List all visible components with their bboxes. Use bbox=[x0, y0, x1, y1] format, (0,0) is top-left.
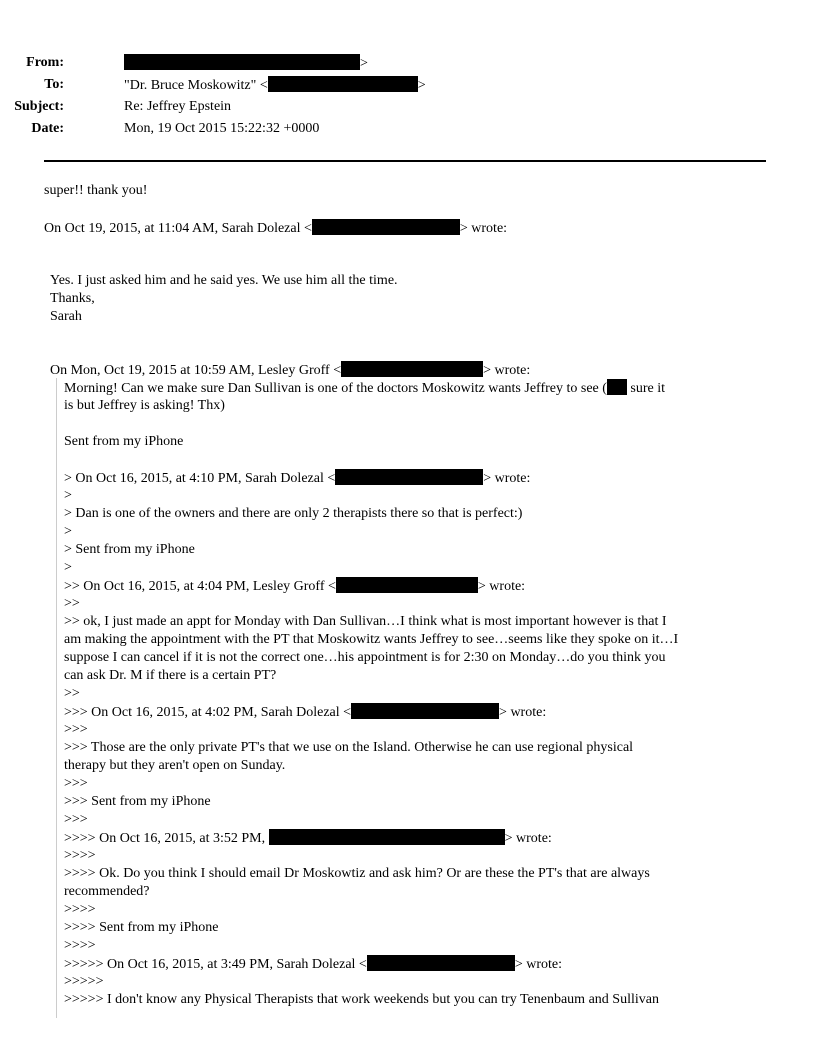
redaction-box bbox=[336, 577, 478, 593]
redaction-box bbox=[607, 379, 627, 395]
quote-line: >>>> Ok. Do you think I should email Dr Moskowtiz and ask him? Or are these the PT's that are always bbox=[64, 866, 650, 881]
redaction-box bbox=[124, 54, 360, 70]
quote-line: > bbox=[64, 488, 72, 503]
quote-line: can ask Dr. M if there is a certain PT? bbox=[64, 668, 277, 683]
quote-line: > bbox=[64, 524, 72, 539]
quote-line: >>>> bbox=[64, 848, 96, 863]
quote-line: >>> bbox=[64, 722, 88, 737]
quote-attribution: >>> On Oct 16, 2015, at 4:02 PM, Sarah Dolezal < > wrote: bbox=[64, 705, 547, 720]
redaction-box bbox=[335, 469, 483, 485]
quote-bar bbox=[56, 378, 57, 1018]
redaction-box bbox=[269, 829, 505, 845]
quote-line: >>> Those are the only private PT's that we use on the Island. Otherwise he can use regional physical bbox=[64, 740, 634, 755]
quote-line: >>>>> bbox=[64, 974, 104, 989]
subject-value: Re: Jeffrey Epstein bbox=[124, 99, 232, 114]
quote-line: >>>>> I don't know any Physical Therapists that work weekends but you can try Tenenbaum and Sullivan bbox=[64, 992, 659, 1007]
redaction-box bbox=[312, 219, 460, 235]
quote-attribution: >> On Oct 16, 2015, at 4:04 PM, Lesley Groff < > wrote: bbox=[64, 579, 526, 594]
quote-line: >>>> bbox=[64, 902, 96, 917]
to-row: To: "Dr. Bruce Moskowitz" < > bbox=[44, 77, 426, 93]
sarah-line-1: Yes. I just asked him and he said yes. We use him all the time. bbox=[50, 273, 398, 288]
quote-line: > bbox=[64, 560, 72, 575]
header-divider bbox=[44, 160, 766, 162]
quote-line: >> bbox=[64, 686, 80, 701]
sarah-attribution: On Oct 19, 2015, at 11:04 AM, Sarah Dolezal < > wrote: bbox=[44, 221, 508, 236]
lesley-attribution: On Mon, Oct 19, 2015 at 10:59 AM, Lesley Groff < > wrote: bbox=[50, 363, 531, 378]
to-label: To: bbox=[44, 77, 64, 92]
quote-line: > Sent from my iPhone bbox=[64, 542, 195, 557]
redaction-box bbox=[341, 361, 483, 377]
quote-line: >>>> bbox=[64, 938, 96, 953]
from-row: From: > bbox=[26, 55, 368, 71]
sarah-line-2: Thanks, bbox=[50, 291, 95, 306]
date-label: Date: bbox=[31, 121, 64, 136]
reply-text: super!! thank you! bbox=[44, 183, 148, 198]
subject-label: Subject: bbox=[14, 99, 64, 114]
redaction-box bbox=[351, 703, 499, 719]
quote-line: > Dan is one of the owners and there are only 2 therapists there so that is perfect:) bbox=[64, 506, 523, 521]
from-label: From: bbox=[26, 55, 64, 70]
quote-line: >>> bbox=[64, 812, 88, 827]
quote-line: am making the appointment with the PT that Moskowitz wants Jeffrey to see…seems like they spoke on it…I bbox=[64, 632, 679, 647]
date-value: Mon, 19 Oct 2015 15:22:32 +0000 bbox=[124, 121, 320, 136]
to-name: "Dr. Bruce Moskowitz" < bbox=[124, 78, 268, 93]
sarah-line-3: Sarah bbox=[50, 309, 82, 324]
quote-line: >> ok, I just made an appt for Monday with Dan Sullivan…I think what is most important however is that I bbox=[64, 614, 667, 629]
quote-attribution: >>>> On Oct 16, 2015, at 3:52 PM, > wrote: bbox=[64, 831, 552, 846]
quote-line: >> bbox=[64, 596, 80, 611]
quote-line: recommended? bbox=[64, 884, 150, 899]
quote-line: is but Jeffrey is asking! Thx) bbox=[64, 398, 225, 413]
quote-attribution: > On Oct 16, 2015, at 4:10 PM, Sarah Dolezal < > wrote: bbox=[64, 471, 531, 486]
quote-line: Sent from my iPhone bbox=[64, 434, 184, 449]
quote-line: >>> Sent from my iPhone bbox=[64, 794, 211, 809]
redaction-box bbox=[268, 76, 418, 92]
quote-line: Morning! Can we make sure Dan Sullivan is one of the doctors Moskowitz wants Jeffrey to see ( sure it bbox=[64, 381, 666, 396]
redaction-box bbox=[367, 955, 515, 971]
quote-line: therapy but they aren't open on Sunday. bbox=[64, 758, 286, 773]
subject-row bbox=[0, 98, 760, 116]
quote-attribution: >>>>> On Oct 16, 2015, at 3:49 PM, Sarah Dolezal < > wrote: bbox=[64, 957, 563, 972]
quote-line: suppose I can cancel if it is not the correct one…his appointment is for 2:30 on Monday…do you think you bbox=[64, 650, 666, 665]
quote-line: >>>> Sent from my iPhone bbox=[64, 920, 219, 935]
date-row bbox=[0, 120, 760, 138]
quote-line: >>> bbox=[64, 776, 88, 791]
